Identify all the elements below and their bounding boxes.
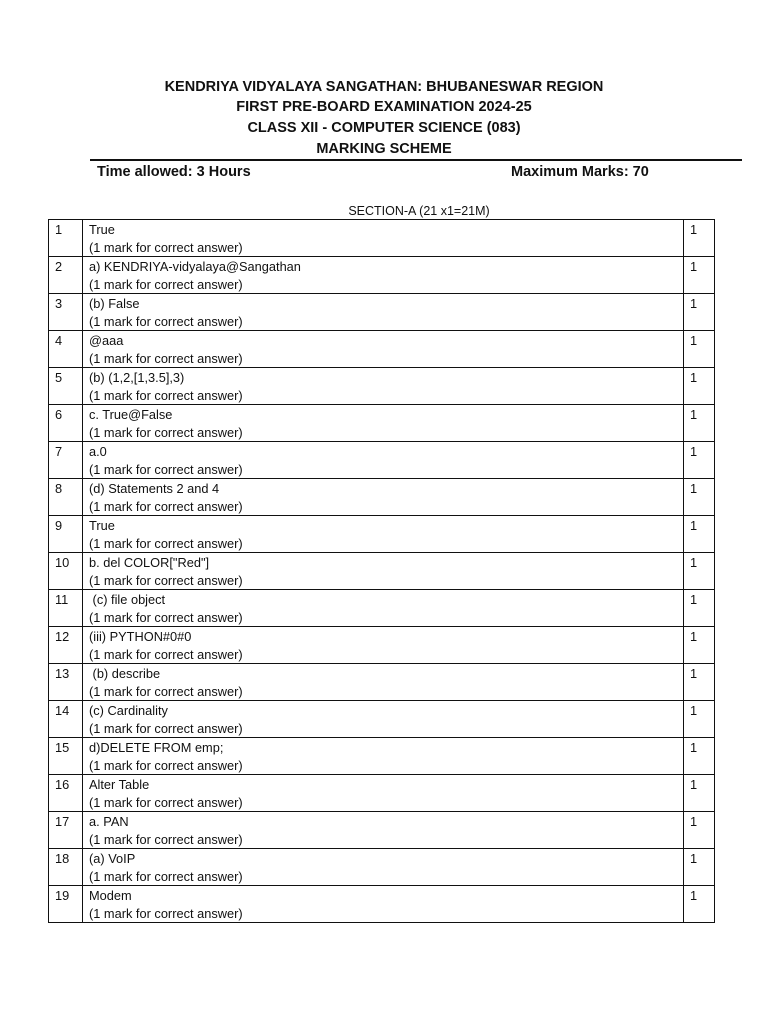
question-number: 15 — [49, 738, 83, 775]
table-row — [49, 405, 715, 442]
table-row — [49, 479, 715, 516]
answer-text: (iii) PYTHON#0#0 — [89, 629, 192, 644]
class-subject: CLASS XII - COMPUTER SCIENCE (083) — [247, 120, 521, 136]
marking-note: (1 mark for correct answer) — [89, 276, 243, 292]
marking-note: (1 mark for correct answer) — [89, 609, 243, 625]
marking-note: (1 mark for correct answer) — [89, 535, 243, 551]
question-number: 5 — [49, 368, 83, 405]
document-type: MARKING SCHEME — [316, 141, 452, 157]
maximum-marks: Maximum Marks: 70 — [511, 164, 649, 180]
answer-table — [48, 219, 715, 923]
table-row — [49, 331, 715, 368]
marking-note: (1 mark for correct answer) — [89, 905, 243, 921]
question-number: 7 — [49, 442, 83, 479]
answer-cell — [83, 664, 684, 701]
answer-cell — [83, 294, 684, 331]
marking-note: (1 mark for correct answer) — [89, 646, 243, 662]
question-number: 12 — [49, 627, 83, 664]
marks: 1 — [684, 294, 715, 331]
marking-note: (1 mark for correct answer) — [89, 498, 243, 514]
table-row — [49, 886, 715, 923]
marking-note: (1 mark for correct answer) — [89, 350, 243, 366]
answer-cell — [83, 368, 684, 405]
question-number: 18 — [49, 849, 83, 886]
answer-text: d)DELETE FROM emp; — [89, 740, 224, 755]
answer-cell — [83, 331, 684, 368]
table-row — [49, 257, 715, 294]
table-row — [49, 442, 715, 479]
header-divider — [90, 159, 742, 161]
marking-note: (1 mark for correct answer) — [89, 794, 243, 810]
table-row — [49, 368, 715, 405]
question-number: 16 — [49, 775, 83, 812]
table-row — [49, 627, 715, 664]
answer-text: (c) file object — [89, 592, 166, 607]
answer-cell — [83, 479, 684, 516]
marks: 1 — [684, 627, 715, 664]
question-number: 2 — [49, 257, 83, 294]
table-row — [49, 516, 715, 553]
marks: 1 — [684, 368, 715, 405]
answer-text: c. True@False — [89, 407, 173, 422]
school-title: KENDRIYA VIDYALAYA SANGATHAN: BHUBANESWAR REGION — [164, 79, 604, 95]
exam-title: FIRST PRE-BOARD EXAMINATION 2024-25 — [236, 99, 532, 115]
marking-note: (1 mark for correct answer) — [89, 683, 243, 699]
answer-cell — [83, 738, 684, 775]
marks: 1 — [684, 553, 715, 590]
answer-cell — [83, 405, 684, 442]
answer-cell — [83, 553, 684, 590]
question-number: 19 — [49, 886, 83, 923]
marking-note: (1 mark for correct answer) — [89, 313, 243, 329]
answer-cell — [83, 775, 684, 812]
marks: 1 — [684, 738, 715, 775]
question-number: 11 — [49, 590, 83, 627]
answer-cell — [83, 701, 684, 738]
table-row — [49, 590, 715, 627]
table-row — [49, 775, 715, 812]
answer-text: True — [89, 518, 115, 533]
answer-cell — [83, 220, 684, 257]
marks: 1 — [684, 442, 715, 479]
marks: 1 — [684, 516, 715, 553]
marking-note: (1 mark for correct answer) — [89, 831, 243, 847]
marks: 1 — [684, 405, 715, 442]
marks: 1 — [684, 886, 715, 923]
table-row — [49, 553, 715, 590]
marking-note: (1 mark for correct answer) — [89, 239, 243, 255]
answer-text: (c) Cardinality — [89, 703, 168, 718]
table-row — [49, 664, 715, 701]
answer-text: (d) Statements 2 and 4 — [89, 481, 220, 496]
question-number: 17 — [49, 812, 83, 849]
marks: 1 — [684, 701, 715, 738]
marking-note: (1 mark for correct answer) — [89, 868, 243, 884]
answer-cell — [83, 590, 684, 627]
answer-cell — [83, 886, 684, 923]
question-number: 10 — [49, 553, 83, 590]
marks: 1 — [684, 775, 715, 812]
table-row — [49, 701, 715, 738]
marks: 1 — [684, 849, 715, 886]
answer-text: (a) VoIP — [89, 851, 136, 866]
marks: 1 — [684, 590, 715, 627]
marking-note: (1 mark for correct answer) — [89, 387, 243, 403]
question-number: 14 — [49, 701, 83, 738]
marking-note: (1 mark for correct answer) — [89, 757, 243, 773]
answer-cell — [83, 516, 684, 553]
marking-note: (1 mark for correct answer) — [89, 572, 243, 588]
table-row — [49, 849, 715, 886]
marks: 1 — [684, 664, 715, 701]
answer-cell — [83, 257, 684, 294]
answer-text: True — [89, 222, 115, 237]
table-row — [49, 294, 715, 331]
answer-text: (b) False — [89, 296, 140, 311]
answer-text: Alter Table — [89, 777, 150, 792]
answer-cell — [83, 442, 684, 479]
answer-text: Modem — [89, 888, 132, 903]
marks: 1 — [684, 812, 715, 849]
question-number: 9 — [49, 516, 83, 553]
marking-note: (1 mark for correct answer) — [89, 424, 243, 440]
answer-cell — [83, 849, 684, 886]
marks: 1 — [684, 220, 715, 257]
answer-text: (b) describe — [89, 666, 161, 681]
answer-text: (b) (1,2,[1,3.5],3) — [89, 370, 185, 385]
answer-text: @aaa — [89, 333, 124, 348]
answer-cell — [83, 627, 684, 664]
answer-text: a. PAN — [89, 814, 129, 829]
table-row — [49, 738, 715, 775]
table-row — [49, 812, 715, 849]
marks: 1 — [684, 479, 715, 516]
question-number: 4 — [49, 331, 83, 368]
question-number: 8 — [49, 479, 83, 516]
marks: 1 — [684, 331, 715, 368]
answer-text: b. del COLOR["Red"] — [89, 555, 210, 570]
answer-text: a.0 — [89, 444, 107, 459]
table-row — [49, 220, 715, 257]
question-number: 6 — [49, 405, 83, 442]
marks: 1 — [684, 257, 715, 294]
marking-note: (1 mark for correct answer) — [89, 720, 243, 736]
section-title: SECTION-A (21 x1=21M) — [348, 204, 490, 218]
question-number: 1 — [49, 220, 83, 257]
question-number: 3 — [49, 294, 83, 331]
answer-cell — [83, 812, 684, 849]
question-number: 13 — [49, 664, 83, 701]
time-allowed: Time allowed: 3 Hours — [97, 164, 251, 180]
answer-text: a) KENDRIYA-vidyalaya@Sangathan — [89, 259, 301, 274]
marking-note: (1 mark for correct answer) — [89, 461, 243, 477]
